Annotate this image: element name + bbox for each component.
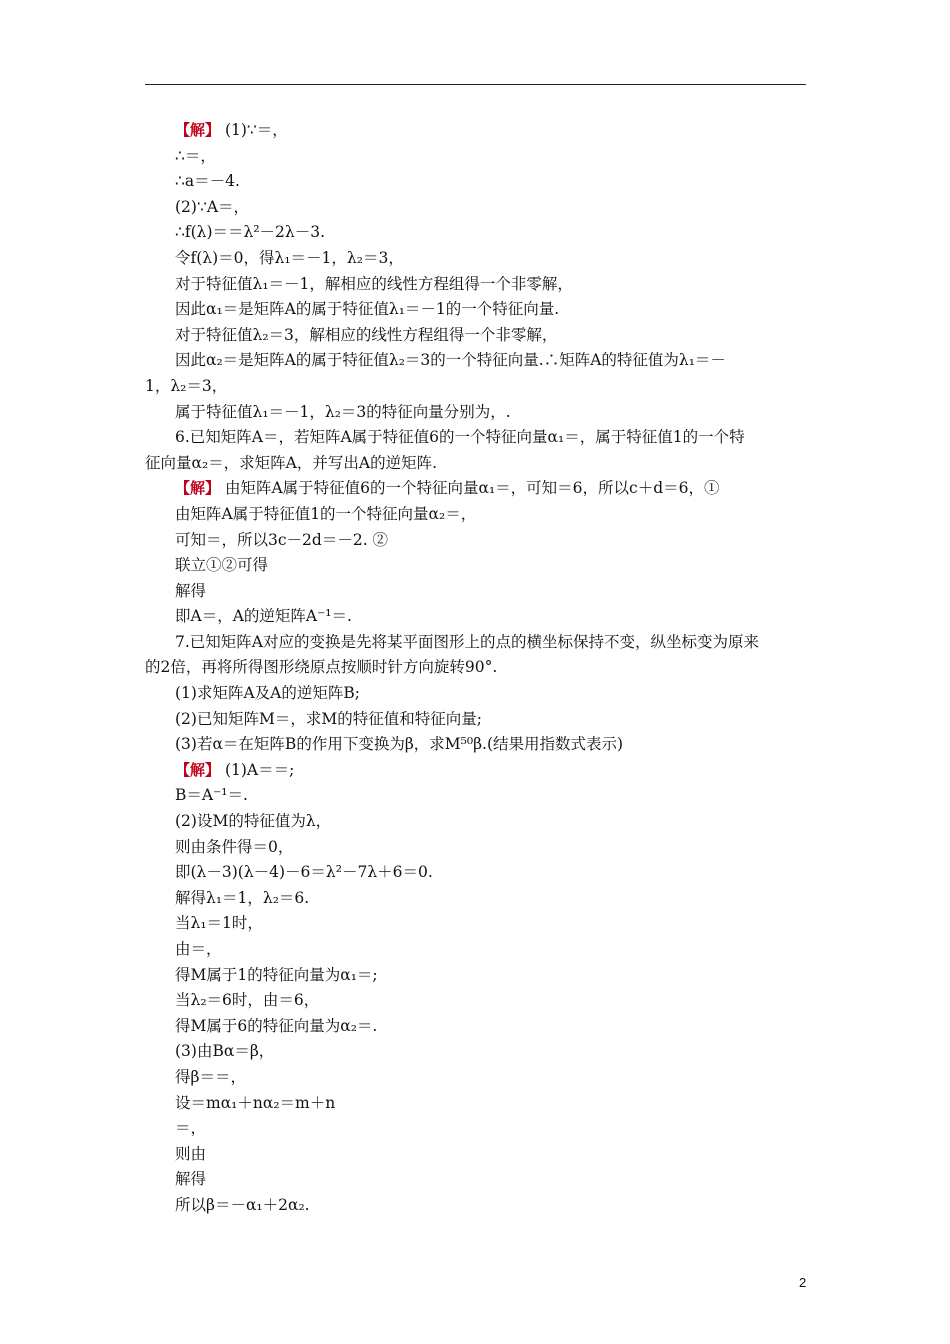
text-line <box>145 604 806 630</box>
text-line <box>145 144 806 170</box>
line-text: (1)求矩阵A及A的逆矩阵B; <box>175 684 360 703</box>
text-line <box>145 783 806 809</box>
text-line <box>145 1116 806 1142</box>
text-line <box>145 707 806 733</box>
text-line <box>145 758 806 784</box>
line-text: 设＝mα₁＋nα₂＝m＋n <box>175 1093 336 1112</box>
line-text: (3)由Bα＝β， <box>175 1042 275 1061</box>
text-line <box>145 963 806 989</box>
text-line <box>145 732 806 758</box>
line-text: 可知＝，所以3c－2d＝－2. ② <box>175 530 389 549</box>
text-line <box>145 272 806 298</box>
text-line <box>145 348 806 374</box>
line-text: 属于特征值λ₁＝－1，λ₂＝3的特征向量分别为，. <box>175 402 511 421</box>
text-line <box>145 860 806 886</box>
document-body <box>145 118 806 1219</box>
text-line <box>145 451 806 477</box>
line-text: 征向量α₂＝，求矩阵A，并写出A的逆矩阵. <box>145 453 437 472</box>
line-text: 令f(λ)＝0，得λ₁＝－1，λ₂＝3， <box>175 248 404 267</box>
line-text: 则由 <box>175 1144 207 1163</box>
line-text: 得M属于6的特征向量为α₂＝. <box>175 1016 378 1035</box>
line-text: 当λ₂＝6时，由＝6， <box>175 991 320 1010</box>
line-text: 7.已知矩阵A对应的变换是先将某平面图形上的点的横坐标保持不变，纵坐标变为原来 <box>175 632 759 651</box>
text-line <box>145 400 806 426</box>
solution-tag: 【解】 <box>175 479 221 498</box>
line-text: 解得 <box>175 581 207 600</box>
line-text: 则由条件得＝0， <box>175 837 294 856</box>
text-line <box>145 246 806 272</box>
page-number: 2 <box>799 1275 807 1290</box>
line-text: 因此α₂＝是矩阵A的属于特征值λ₂＝3的一个特征向量.∴矩阵A的特征值为λ₁＝－ <box>175 351 726 370</box>
line-text: (1)A＝＝; <box>220 760 295 779</box>
text-line <box>145 476 806 502</box>
text-line <box>145 809 806 835</box>
line-text: (2)已知矩阵M＝，求M的特征值和特征向量; <box>175 709 482 728</box>
line-text: B＝A⁻¹＝. <box>175 786 248 805</box>
text-line <box>145 911 806 937</box>
text-line <box>145 835 806 861</box>
line-text: 即(λ－3)(λ－4)－6＝λ²－7λ＋6＝0. <box>175 863 433 882</box>
line-text: 当λ₁＝1时， <box>175 914 263 933</box>
text-line <box>145 886 806 912</box>
line-text: 解得 <box>175 1170 207 1189</box>
text-line <box>145 374 806 400</box>
line-text: (2)∵A＝， <box>175 197 250 216</box>
line-text: 得M属于1的特征向量为α₁＝; <box>175 965 378 984</box>
solution-tag: 【解】 <box>175 121 221 139</box>
solution-tag: 【解】 <box>175 760 221 779</box>
text-line <box>145 655 806 681</box>
line-text: ∴f(λ)＝＝λ²－2λ－3. <box>175 223 326 242</box>
line-text: 得β＝＝， <box>175 1067 246 1086</box>
header-rule <box>145 84 806 85</box>
line-text: 对于特征值λ₁＝－1，解相应的线性方程组得一个非零解， <box>175 274 573 293</box>
line-text: ∴a＝－4. <box>175 172 240 191</box>
text-line <box>145 528 806 554</box>
line-text: ＝， <box>175 1119 207 1138</box>
line-text: ∴＝， <box>175 146 216 165</box>
text-line <box>145 1142 806 1168</box>
text-line <box>145 1065 806 1091</box>
line-text: 由矩阵A属于特征值6的一个特征向量α₁＝，可知＝6，所以c＋d＝6，① <box>220 479 720 498</box>
text-line <box>145 323 806 349</box>
text-line <box>145 220 806 246</box>
text-line <box>145 1091 806 1117</box>
text-line <box>145 579 806 605</box>
text-line <box>145 1193 806 1219</box>
text-line <box>145 1039 806 1065</box>
text-line <box>145 937 806 963</box>
line-text: 所以β＝－α₁＋2α₂. <box>175 1195 310 1214</box>
line-text: 联立①②可得 <box>175 556 269 575</box>
text-line <box>145 297 806 323</box>
text-line <box>145 988 806 1014</box>
line-text: 由矩阵A属于特征值1的一个特征向量α₂＝， <box>175 504 477 523</box>
line-text: 6.已知矩阵A＝，若矩阵A属于特征值6的一个特征向量α₁＝，属于特征值1的一个特 <box>175 428 745 447</box>
line-text: (2)设M的特征值为λ， <box>175 812 332 831</box>
line-text: (3)若α＝在矩阵B的作用下变换为β，求M⁵⁰β.(结果用指数式表示) <box>175 735 624 754</box>
text-line <box>145 118 806 144</box>
text-line <box>145 195 806 221</box>
text-line <box>145 502 806 528</box>
text-line <box>145 1167 806 1193</box>
text-line <box>145 1014 806 1040</box>
line-text: 由＝， <box>175 940 222 958</box>
line-text: 因此α₁＝是矩阵A的属于特征值λ₁＝－1的一个特征向量. <box>175 300 560 319</box>
line-text: 即A＝，A的逆矩阵A⁻¹＝. <box>175 607 352 626</box>
line-text: 1，λ₂＝3， <box>145 376 228 395</box>
text-line <box>145 169 806 195</box>
line-text: 的2倍，再将所得图形绕原点按顺时针方向旋转90°. <box>145 658 498 677</box>
text-line <box>145 553 806 579</box>
text-line <box>145 425 806 451</box>
text-line <box>145 681 806 707</box>
line-text: 对于特征值λ₂＝3，解相应的线性方程组得一个非零解， <box>175 325 558 344</box>
line-text: 解得λ₁＝1，λ₂＝6. <box>175 888 310 907</box>
text-line <box>145 630 806 656</box>
line-text: (1)∵＝， <box>220 121 288 139</box>
